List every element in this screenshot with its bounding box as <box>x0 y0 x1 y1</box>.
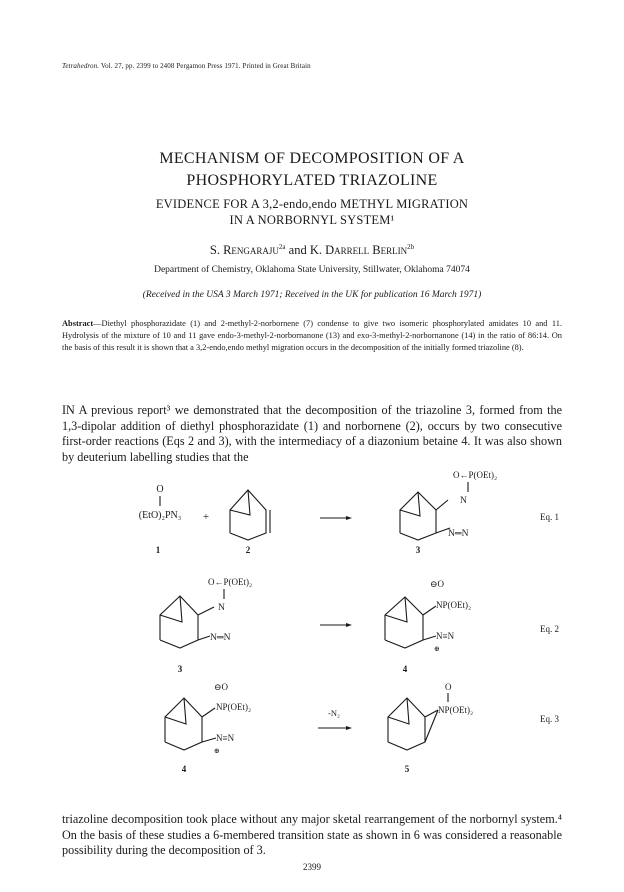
compound-label-5: 5 <box>404 764 410 774</box>
author2-name: Darrell Berlin <box>325 243 408 258</box>
compound-label-2: 2 <box>245 545 251 555</box>
abstract-label: Abstract <box>62 319 94 328</box>
betaine-structure-4 <box>385 597 436 648</box>
compound-label-3b: 3 <box>177 664 183 674</box>
affiliation: Department of Chemistry, Oklahoma State University, Stillwater, Oklahoma 74074 <box>154 265 470 275</box>
page-number: 2399 <box>303 862 321 872</box>
p-group-eq1: O←P(OEt)₂ <box>453 470 498 480</box>
body-paragraph-2: triazoline decomposition took place without any major sketal rearrangement of the norbornyl system.⁴ On the basis of these studies a 6-membered transition state as shown in 6 was considered a reasonable possibility during the decomposition of 3. <box>62 812 562 857</box>
p-group-eq2: O←P(OEt)₂ <box>208 577 253 587</box>
plus-sign: + <box>202 511 210 523</box>
eq2-label: Eq. 2 <box>540 624 559 634</box>
author2-sup: 2b <box>407 243 415 251</box>
reagent-formula: (EtO)₂PN₃ <box>138 510 182 521</box>
betaine-oxygen-eq3: ⊖O <box>214 682 229 692</box>
subtitle-line-2: IN A NORBORNYL SYSTEM¹ <box>229 213 395 227</box>
p-oxygen-eq3: O <box>445 682 452 692</box>
title-line-1: MECHANISM OF DECOMPOSITION OF A <box>159 150 465 167</box>
reagent-oxygen: O <box>156 484 164 495</box>
received-dates: (Received in the USA 3 March 1971; Received in the UK for publication 16 March 1971) <box>142 290 482 300</box>
aziridine-structure-5 <box>388 698 438 750</box>
diazonium-eq3: N≡N <box>216 733 235 743</box>
eq3-label: Eq. 3 <box>540 714 559 724</box>
compound-label-4: 4 <box>402 664 408 674</box>
arrowhead-3 <box>346 726 352 730</box>
arrowhead-1 <box>346 516 352 520</box>
n-label-eq1: N <box>460 496 467 506</box>
author1-initial: S. <box>209 243 224 258</box>
author1-name: Rengaraju <box>223 243 279 258</box>
authors-and: and <box>285 243 310 258</box>
norbornene-structure <box>230 490 270 540</box>
compound-label-4b: 4 <box>181 764 187 774</box>
diazonium-eq2: N≡N <box>436 631 455 641</box>
eq1-label: Eq. 1 <box>540 512 559 522</box>
abstract-text: —Diethyl phosphorazidate (1) and 2-methyl-2-norbornene (7) condense to give two isomeric phosphorylated amidates 10 and 11. Hydrolysis of the mixture of 10 and 11 gave endo-3-methyl-2-norbornanone (13) and exo-3-methyl-2-norbornanone (14) in the ratio of 86:14. On the basis of this result it is shown that a 3,2-endo,endo methyl migration occurs in the decomposition of the initially formed triazoline (8). <box>62 319 562 352</box>
triazoline-structure-3b <box>160 596 214 648</box>
journal-name: Tetrahedron. <box>62 62 100 70</box>
journal-details: Vol. 27, pp. 2399 to 2408 Pergamon Press 1971. Printed in Great Britain <box>100 62 311 70</box>
body-paragraph-1: IN A previous report³ we demonstrated that the decomposition of the triazoline 3, formed from the 1,3-dipolar addition of diethyl phosphorazidate (1) and norbornene (2), occurs by two consecutive first-order reactions (Eqs 2 and 3), with the intermediacy of a diazonium betaine 4. It was also shown by deuterium labelling studies that the <box>62 403 562 464</box>
triazoline-structure-3 <box>400 492 450 540</box>
author1-sup: 2a <box>278 243 286 251</box>
arrowhead-2 <box>346 623 352 627</box>
title-line-2: PHOSPHORYLATED TRIAZOLINE <box>186 172 438 189</box>
minus-n2: -N₂ <box>328 708 340 718</box>
n-label-eq2: N <box>218 603 225 613</box>
compound-label-1: 1 <box>155 545 161 555</box>
nn-label-eq2: N═N <box>210 633 231 643</box>
betaine-structure-4b <box>165 698 216 750</box>
author2-initial: K. <box>309 243 326 258</box>
betaine-oxygen-eq2: ⊖O <box>430 579 445 589</box>
subtitle-line-1: EVIDENCE FOR A 3,2-endo,endo METHYL MIGRATION <box>155 197 469 211</box>
np-group-eq3: NP(OEt)₂ <box>216 702 252 712</box>
np-group-eq2: NP(OEt)₂ <box>436 600 472 610</box>
plus-charge-eq3: ⊕ <box>214 747 220 755</box>
nn-label-eq1: N═N <box>448 529 469 539</box>
np-group-5: NP(OEt)₂ <box>438 705 474 715</box>
compound-label-3: 3 <box>415 545 421 555</box>
plus-charge-eq2: ⊕ <box>434 645 440 653</box>
